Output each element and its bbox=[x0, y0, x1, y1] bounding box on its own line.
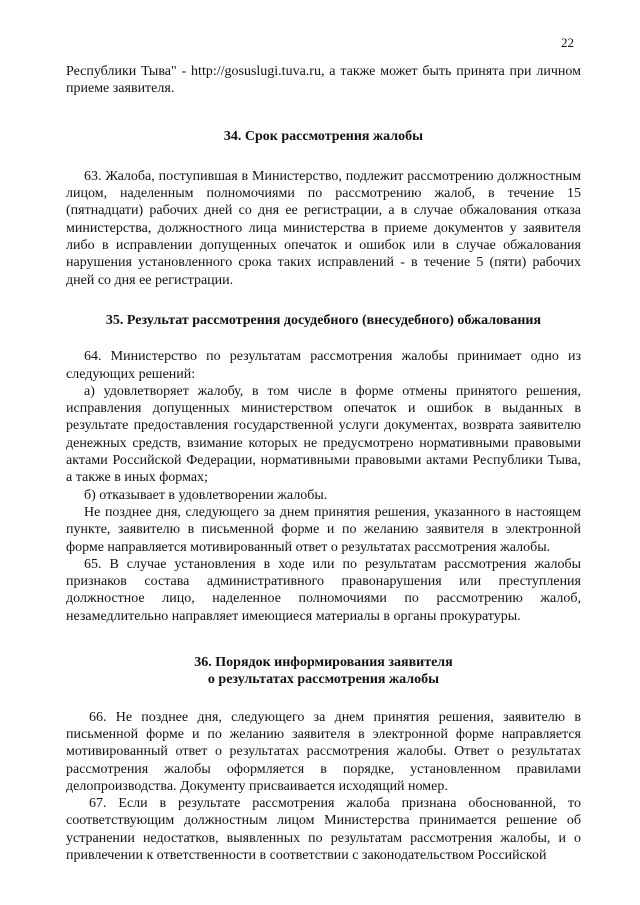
paragraph-64-c: Не позднее дня, следующего за днем принятия решения, указанного в настоящем пункте, заявителю в письменной форме и по желанию заявителя в электронной форме направляется мотивированный ответ о результатах рассмотрения жалобы. bbox=[66, 504, 581, 555]
paragraph-67: 67. Если в результате рассмотрения жалоба признана обоснованной, то соответствующим должностным лицом Министерства принимается решение об устранении недостатков, выявленных по результатам рассмотрения жалобы, и о привлечении к ответственности в соответствии с законодательством Российской bbox=[66, 796, 581, 863]
page-number: 22 bbox=[561, 35, 574, 50]
paragraph-65: 65. В случае установления в ходе или по результатам рассмотрения жалобы признаков состава административного правонарушения или преступления должностное лицо, наделенное полномочиями по рассмотрению жалоб, незамедлительно направляет имеющиеся материалы в органы прокуратуры. bbox=[66, 556, 581, 624]
paragraph-63: 63. Жалоба, поступившая в Министерство, подлежит рассмотрению должностным лицом, наделенным полномочиями по рассмотрению жалоб, в течение 15 (пятнадцати) рабочих дней со дня ее регистрации, а в случае обжалования отказа министерства, должностного лица министерства в приеме документов у заявителя либо в исправлении допущенных опечаток и ошибок или в случае обжалования нарушения установленного срока таких исправлений - в течение 5 (пяти) рабочих дней со дня ее регистрации. bbox=[66, 168, 581, 288]
section-36-heading-line-2: о результатах рассмотрения жалобы bbox=[207, 672, 440, 688]
paragraph-64: 64. Министерство по результатам рассмотрения жалобы принимает одно из следующих решений: bbox=[66, 349, 581, 382]
section-36-heading-line-1: 36. Порядок информирования заявителя bbox=[194, 655, 453, 671]
section-35-heading: 35. Результат рассмотрения досудебного (внесудебного) обжалования bbox=[105, 312, 542, 328]
paragraph-64-b: б) отказывает в удовлетворении жалобы. bbox=[84, 487, 328, 503]
section-36-heading bbox=[66, 654, 581, 689]
paragraph-64-a: а) удовлетворяет жалобу, в том числе в форме отмены принятого решения, исправления допущенных министерством опечаток и ошибок в выданных в результате предоставления государственной услуги документах, возврата заявителю денежных средств, взимание которых не предусмотрено нормативными правовыми актами Российской Федерации, нормативными правовыми актами Республики Тыва, а также в иных формах; bbox=[66, 383, 581, 486]
intro-paragraph: Республики Тыва" - http://gosuslugi.tuva.ru, а также может быть принята при личном приеме заявителя. bbox=[66, 64, 581, 97]
paragraph-66: 66. Не позднее дня, следующего за днем принятия решения, заявителю в письменной форме и по желанию заявителя в электронной форме направляется мотивированный ответ о результатах рассмотрения жалобы. Ответ о результатах рассмотрения жалобы оформляется в порядке, установленном правилами делопроизводства. Документу присваивается исходящий номер. bbox=[66, 709, 581, 794]
document-body bbox=[66, 63, 581, 864]
section-34-heading: 34. Срок рассмотрения жалобы bbox=[223, 128, 424, 144]
